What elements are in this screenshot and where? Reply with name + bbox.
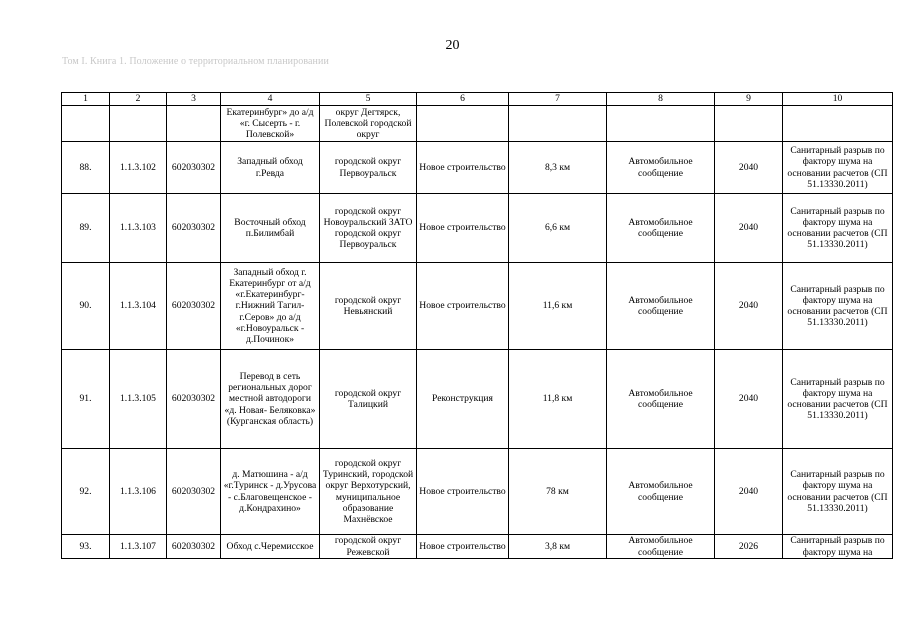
row-number-cell: 88. xyxy=(62,142,110,194)
table-row xyxy=(62,263,893,350)
zone-cell: Санитарный разрыв по фактору шума на основании расчетов (СП 51.13330.2011) xyxy=(783,194,893,263)
column-header: 10 xyxy=(783,93,893,106)
length-cell: 11,6 км xyxy=(509,263,607,350)
location-cell: городской округ Талицкий xyxy=(320,350,417,449)
column-header: 4 xyxy=(221,93,320,106)
object-name-cell: Перевод в сеть региональных дорог местной автодороги «д. Новая- Беляковка» (Курганская область) xyxy=(221,350,320,449)
purpose-cell: Автомобильное сообщение xyxy=(607,449,715,535)
id-cell: 602030302 xyxy=(167,350,221,449)
year-cell: 2026 xyxy=(715,535,783,559)
id-cell: 602030302 xyxy=(167,263,221,350)
purpose-cell: Автомобильное сообщение xyxy=(607,194,715,263)
row-number-cell: 89. xyxy=(62,194,110,263)
purpose-cell: Автомобильное сообщение xyxy=(607,350,715,449)
code-cell: 1.1.3.103 xyxy=(110,194,167,263)
page-number: 20 xyxy=(445,38,460,53)
code-cell: 1.1.3.107 xyxy=(110,535,167,559)
zone-cell: Санитарный разрыв по фактору шума на основании расчетов (СП 51.13330.2011) xyxy=(783,449,893,535)
table-row xyxy=(62,350,893,449)
id-cell: 602030302 xyxy=(167,142,221,194)
location-cell: округ Дегтярск, Полевской городской округ xyxy=(320,106,417,142)
code-cell: 1.1.3.102 xyxy=(110,142,167,194)
work-type-cell: Новое строительство xyxy=(417,263,509,350)
table-row xyxy=(62,142,893,194)
work-type-cell: Новое строительство xyxy=(417,449,509,535)
object-name-cell: Екатеринбург» до а/д «г. Сысерть - г. Полевской» xyxy=(221,106,320,142)
row-number-cell: 91. xyxy=(62,350,110,449)
column-header: 6 xyxy=(417,93,509,106)
column-header: 5 xyxy=(320,93,417,106)
id-cell: 602030302 xyxy=(167,194,221,263)
work-type-cell: Новое строительство xyxy=(417,194,509,263)
location-cell: городской округ Туринский, городской округ Верхотурский, муниципальное образование Махнёвское xyxy=(320,449,417,535)
code-cell: 1.1.3.106 xyxy=(110,449,167,535)
length-cell: 11,8 км xyxy=(509,350,607,449)
length-cell: 78 км xyxy=(509,449,607,535)
location-cell: городской округ Новоуральский ЗАТО городской округ Первоуральск xyxy=(320,194,417,263)
document-header: Том I. Книга 1. Положение о территориальном планировании xyxy=(62,56,329,67)
column-header: 3 xyxy=(167,93,221,106)
column-header: 9 xyxy=(715,93,783,106)
location-cell: городской округ Невьянский xyxy=(320,263,417,350)
purpose-cell: Автомобильное сообщение xyxy=(607,263,715,350)
code-cell: 1.1.3.104 xyxy=(110,263,167,350)
id-cell: 602030302 xyxy=(167,449,221,535)
object-name-cell: Западный обход г. Екатеринбург от а/д «г.Екатеринбург- г.Нижний Тагил- г.Серов» до а/д «г.Новоуральск - д.Починок» xyxy=(221,263,320,350)
column-header: 2 xyxy=(110,93,167,106)
row-number-cell: 92. xyxy=(62,449,110,535)
year-cell: 2040 xyxy=(715,194,783,263)
year-cell: 2040 xyxy=(715,350,783,449)
zone-cell: Санитарный разрыв по фактору шума на основании расчетов (СП 51.13330.2011) xyxy=(783,350,893,449)
work-type-cell: Новое строительство xyxy=(417,535,509,559)
planning-table xyxy=(61,92,893,559)
zone-cell: Санитарный разрыв по фактору шума на xyxy=(783,535,893,559)
column-header: 1 xyxy=(62,93,110,106)
object-name-cell: Восточный обход п.Билимбай xyxy=(221,194,320,263)
work-type-cell: Новое строительство xyxy=(417,142,509,194)
code-cell: 1.1.3.105 xyxy=(110,350,167,449)
length-cell: 8,3 км xyxy=(509,142,607,194)
length-cell: 3,8 км xyxy=(509,535,607,559)
zone-cell: Санитарный разрыв по фактору шума на основании расчетов (СП 51.13330.2011) xyxy=(783,263,893,350)
row-number-cell: 90. xyxy=(62,263,110,350)
zone-cell: Санитарный разрыв по фактору шума на основании расчетов (СП 51.13330.2011) xyxy=(783,142,893,194)
work-type-cell: Реконструкция xyxy=(417,350,509,449)
table-row-continuation xyxy=(62,106,893,142)
object-name-cell: Западный обход г.Ревда xyxy=(221,142,320,194)
year-cell: 2040 xyxy=(715,142,783,194)
year-cell: 2040 xyxy=(715,449,783,535)
column-header: 7 xyxy=(509,93,607,106)
table-row xyxy=(62,535,893,559)
object-name-cell: д. Матюшина - а/д «г.Туринск - д.Урусова - с.Благовещенское - д.Кондрахино» xyxy=(221,449,320,535)
table-row xyxy=(62,194,893,263)
column-header: 8 xyxy=(607,93,715,106)
table-row xyxy=(62,449,893,535)
purpose-cell: Автомобильное сообщение xyxy=(607,142,715,194)
year-cell: 2040 xyxy=(715,263,783,350)
location-cell: городской округ Режевской xyxy=(320,535,417,559)
table-header-row xyxy=(62,93,893,106)
object-name-cell: Обход с.Черемисское xyxy=(221,535,320,559)
location-cell: городской округ Первоуральск xyxy=(320,142,417,194)
id-cell: 602030302 xyxy=(167,535,221,559)
length-cell: 6,6 км xyxy=(509,194,607,263)
row-number-cell: 93. xyxy=(62,535,110,559)
purpose-cell: Автомобильное сообщение xyxy=(607,535,715,559)
